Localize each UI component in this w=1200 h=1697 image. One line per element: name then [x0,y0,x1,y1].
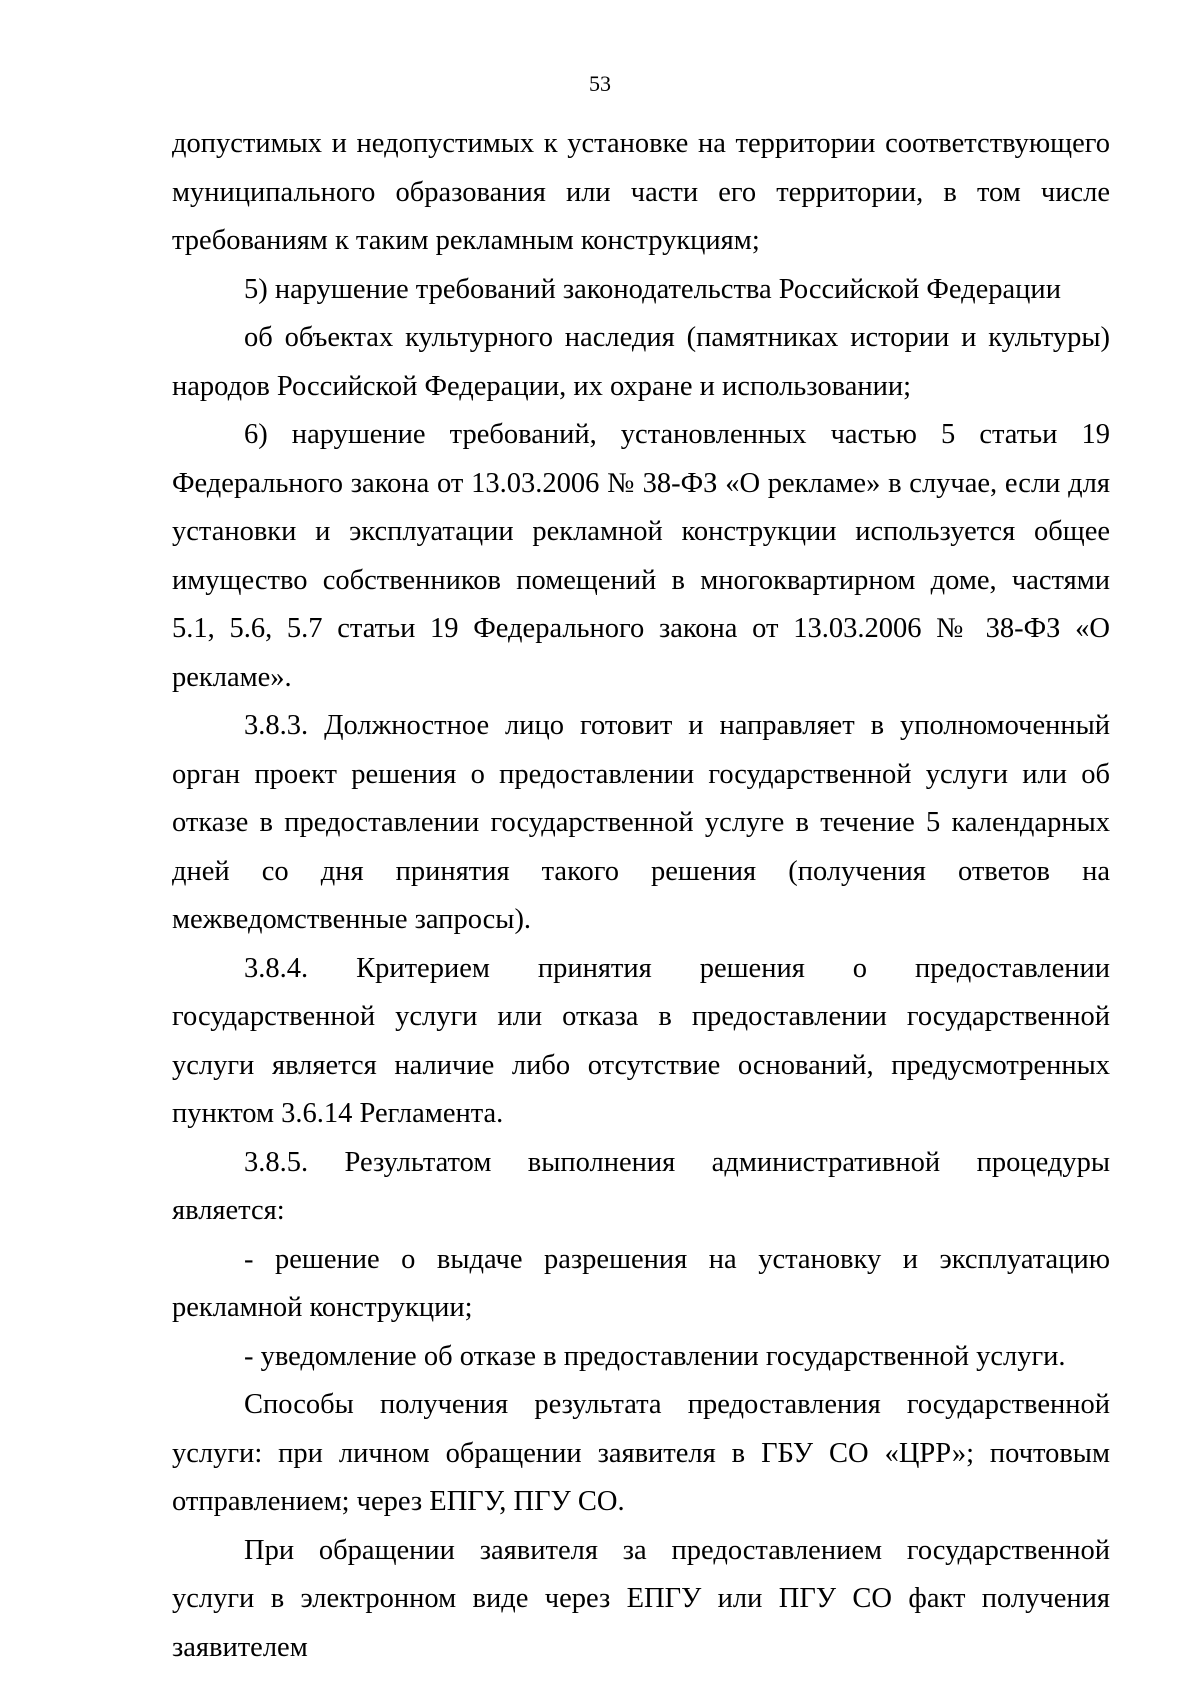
paragraph: 3.8.5. Результатом выполнения административной процедуры является: [172,1146,1110,1226]
document-body [172,120,1110,1672]
list-item: - уведомление об отказе в предоставлении государственной услуги. [244,1340,1066,1372]
paragraph: 6) нарушение требований, установленных частью 5 статьи 19 Федерального закона от 13.03.2006 № 38-ФЗ «О рекламе» в случае, если для установки и эксплуатации рекламной конструкции используется общее имущество собственников помещений в многоквартирном доме, частями 5.1, 5.6, 5.7 статьи 19 Федерального закона от 13.03.2006 № 38-ФЗ «О рекламе». [172,419,1110,693]
paragraph: Способы получения результата предоставления государственной услуги: при личном обращении заявителя в ГБУ СО «ЦРР»; почтовым отправлением; через ЕПГУ, ПГУ СО. [172,1389,1110,1517]
paragraph: 3.8.3. Должностное лицо готовит и направляет в уполномоченный орган проект решения о предоставлении государственной услуги или об отказе в предоставлении государственной услуге в течение 5 календарных дней со дня принятия такого решения (получения ответов на межведомственные запросы). [172,710,1110,935]
paragraph: об объектах культурного наследия (памятниках истории и культуры) народов Российской Федерации, их охране и использовании; [172,322,1110,402]
paragraph: 3.8.4. Критерием принятия решения о предоставлении государственной услуги или отказа в предоставлении государственной услуги является наличие либо отсутствие оснований, предусмотренных пунктом 3.6.14 Регламента. [172,952,1110,1129]
paragraph: 5) нарушение требований законодательства Российской Федерации [244,273,1061,305]
page-number: 53 [589,71,611,96]
list-item: - решение о выдаче разрешения на установку и эксплуатацию рекламной конструкции; [172,1243,1110,1323]
paragraph: допустимых и недопустимых к установке на территории соответствующего муниципального образования или части его территории, в том числе требованиям к таким рекламным конструкциям; [172,128,1110,256]
paragraph: При обращении заявителя за предоставлением государственной услуги в электронном виде через ЕПГУ или ПГУ СО факт получения заявителем [172,1534,1110,1663]
